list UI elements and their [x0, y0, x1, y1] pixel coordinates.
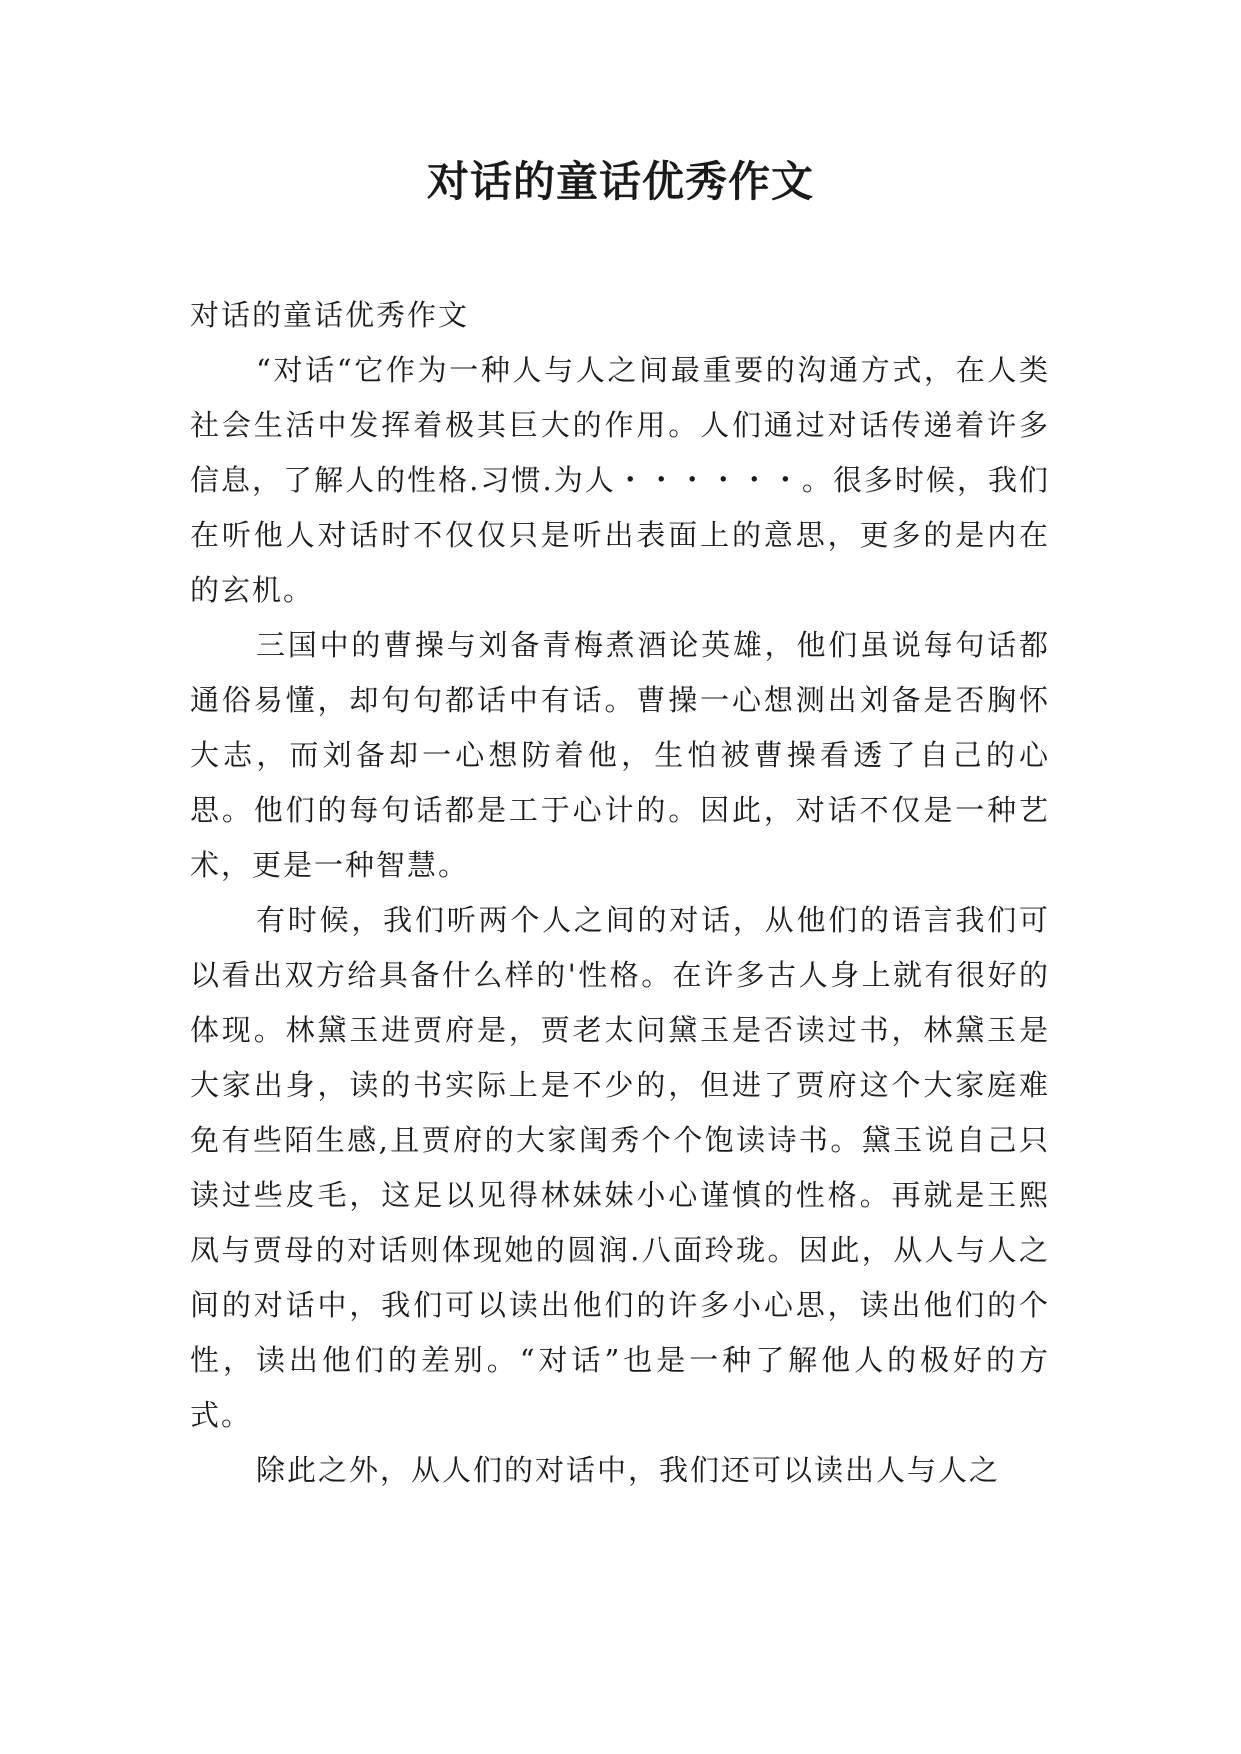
document-body — [190, 288, 1050, 1498]
document-subtitle: 对话的童话优秀作文 — [190, 298, 470, 332]
document-title: 对话的童话优秀作文 — [426, 157, 814, 206]
paragraph: 除此之外，从人们的对话中，我们还可以读出人与人之 — [256, 1453, 1001, 1487]
paragraph: 有时候，我们听两个人之间的对话，从他们的语言我们可以看出双方给具备什么样的'性格。在许多古人身上就有很好的体现。林黛玉进贾府是，贾老太问黛玉是否读过书，林黛玉是大家出身，读的书实际上是不少的，但进了贾府这个大家庭难免有些陌生感,且贾府的大家闺秀个个饱读诗书。黛玉说自己只读过些皮毛，这足以见得林妹妹小心谨慎的性格。再就是王熙凤与贾母的对话则体现她的圆润.八面玲珑。因此，从人与人之间的对话中，我们可以读出他们的许多小心思，读出他们的个性，读出他们的差别。“对话”也是一种了解他人的极好的方式。 — [190, 903, 1050, 1432]
paragraph: “对话“它作为一种人与人之间最重要的沟通方式，在人类社会生活中发挥着极其巨大的作用。人们通过对话传递着许多信息，了解人的性格.习惯.为人・・・・・・。很多时候，我们在听他人对话时不仅仅只是听出表面上的意思，更多的是内在的玄机。 — [190, 353, 1050, 607]
paragraph: 三国中的曹操与刘备青梅煮酒论英雄，他们虽说每句话都通俗易懂，却句句都话中有话。曹操一心想测出刘备是否胸怀大志，而刘备却一心想防着他，生怕被曹操看透了自己的心思。他们的每句话都是工于心计的。因此，对话不仅是一种艺术，更是一种智慧。 — [190, 628, 1050, 882]
